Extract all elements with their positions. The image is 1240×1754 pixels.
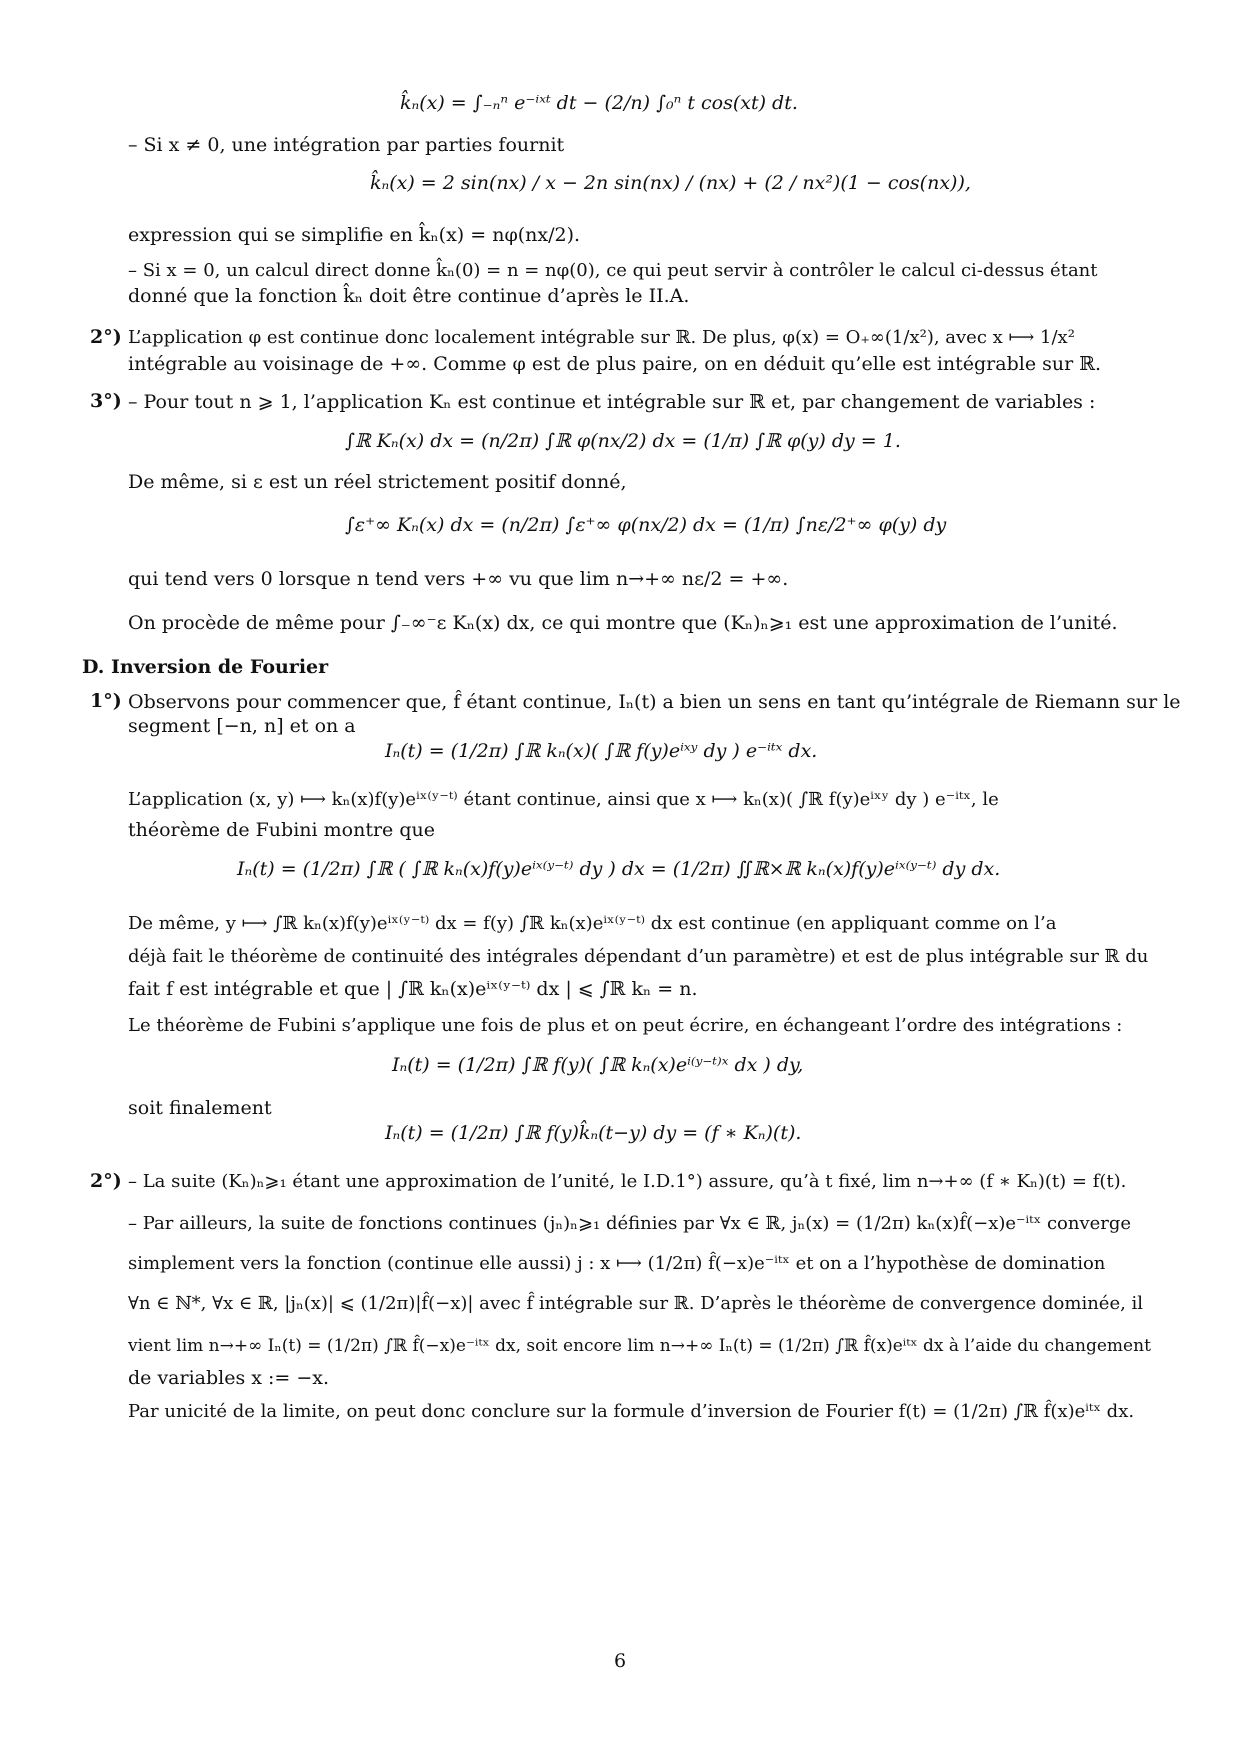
text-line: On procède de même pour ∫₋∞⁻ε Kₙ(x) dx, ce qui montre que (Kₙ)ₙ⩾₁ est une approximation de l’unité. — [128, 612, 1118, 634]
equation-fubini: Iₙ(t) = (1/2π) ∫ℝ ( ∫ℝ kₙ(x)f(y)eⁱˣ⁽ʸ⁻ᵗ⁾ dy ) dx = (1/2π) ∬ℝ×ℝ kₙ(x)f(y)eⁱˣ⁽ʸ⁻ᵗ⁾ dy dx. — [237, 858, 1001, 880]
equation-In: Iₙ(t) = (1/2π) ∫ℝ kₙ(x)( ∫ℝ f(y)eⁱˣʸ dy ) e⁻ⁱᵗˣ dx. — [385, 740, 818, 762]
text-line: fait f est intégrable et que | ∫ℝ kₙ(x)eⁱˣ⁽ʸ⁻ᵗ⁾ dx | ⩽ ∫ℝ kₙ = n. — [128, 978, 698, 1000]
item-number: 2°) — [90, 326, 122, 348]
text-line: intégrable au voisinage de +∞. Comme φ est de plus paire, on en déduit qu’elle est intégrable sur ℝ. — [128, 353, 1102, 375]
text-line: Le théorème de Fubini s’applique une fois de plus et on peut écrire, en échangeant l’ordre des intégrations : — [128, 1015, 1123, 1036]
text-line: simplement vers la fonction (continue elle aussi) j : x ⟼ (1/2π) f̂(−x)e⁻ⁱᵗˣ et on a l’hypothèse de domination — [128, 1253, 1106, 1274]
text-line: – Si x = 0, un calcul direct donne k̂ₙ(0) = n = nφ(0), ce qui peut servir à contrôler le calcul ci-dessus étant — [128, 260, 1098, 281]
text-line: – La suite (Kₙ)ₙ⩾₁ étant une approximation de l’unité, le I.D.1°) assure, qu’à t fixé, lim n→+∞ (f ∗ Kₙ)(t) = f(t). — [128, 1171, 1127, 1192]
text-line: déjà fait le théorème de continuité des intégrales dépendant d’un paramètre) et est de plus intégrable sur ℝ du — [128, 946, 1149, 967]
text-line: – Si x ≠ 0, une intégration par parties fournit — [128, 134, 565, 156]
text-line: L’application (x, y) ⟼ kₙ(x)f(y)eⁱˣ⁽ʸ⁻ᵗ⁾ étant continue, ainsi que x ⟼ kₙ(x)( ∫ℝ f(y)eⁱˣʸ dy ) e⁻ⁱᵗˣ, le — [128, 789, 999, 810]
text-line: Par unicité de la limite, on peut donc conclure sur la formule d’inversion de Fourier f(t) = (1/2π) ∫ℝ f̂(x)eⁱᵗˣ dx. — [128, 1401, 1135, 1422]
text-line: donné que la fonction k̂ₙ doit être continue d’après le II.A. — [128, 285, 690, 307]
text-line: de variables x := −x. — [128, 1367, 330, 1389]
text-line: ∀n ∈ ℕ*, ∀x ∈ ℝ, |jₙ(x)| ⩽ (1/2π)|f̂(−x)| avec f̂ intégrable sur ℝ. D’après le théorème de convergence dominée, il — [128, 1293, 1144, 1314]
equation-ipp: k̂ₙ(x) = 2 sin(nx) / x − 2n sin(nx) / (nx) + (2 / nx²)(1 − cos(nx)), — [370, 172, 971, 194]
text-line: – Par ailleurs, la suite de fonctions continues (jₙ)ₙ⩾₁ définies par ∀x ∈ ℝ, jₙ(x) = (1/2π) kₙ(x)f̂(−x)e⁻ⁱᵗˣ converge — [128, 1213, 1132, 1234]
text-line: qui tend vers 0 lorsque n tend vers +∞ vu que lim n→+∞ nε/2 = +∞. — [128, 568, 789, 590]
text-line: soit finalement — [128, 1097, 272, 1119]
text-line: De même, y ⟼ ∫ℝ kₙ(x)f(y)eⁱˣ⁽ʸ⁻ᵗ⁾ dx = f(y) ∫ℝ kₙ(x)eⁱˣ⁽ʸ⁻ᵗ⁾ dx est continue (en appliquant comme on l’a — [128, 913, 1057, 934]
text-line: L’application φ est continue donc localement intégrable sur ℝ. De plus, φ(x) = O₊∞(1/x²), avec x ⟼ 1/x² — [128, 327, 1075, 348]
equation-In-final: Iₙ(t) = (1/2π) ∫ℝ f(y)k̂ₙ(t−y) dy = (f ∗ Kₙ)(t). — [385, 1122, 802, 1144]
equation-khat-integral: k̂ₙ(x) = ∫₋ₙⁿ e⁻ⁱˣᵗ dt − (2/n) ∫₀ⁿ t cos(xt) dt. — [400, 92, 798, 114]
text-line: De même, si ε est un réel strictement positif donné, — [128, 471, 627, 493]
equation-integral-kn: ∫ℝ Kₙ(x) dx = (n/2π) ∫ℝ φ(nx/2) dx = (1/π) ∫ℝ φ(y) dy = 1. — [345, 430, 901, 452]
text-line: – Pour tout n ⩾ 1, l’application Kₙ est continue et intégrable sur ℝ et, par changement de variables : — [128, 391, 1096, 413]
text-line: théorème de Fubini montre que — [128, 819, 435, 841]
item-number: 1°) — [90, 690, 122, 712]
section-heading: D. Inversion de Fourier — [82, 656, 329, 678]
text-line: expression qui se simplifie en k̂ₙ(x) = nφ(nx/2). — [128, 224, 581, 246]
equation-tail-integral: ∫ε⁺∞ Kₙ(x) dx = (n/2π) ∫ε⁺∞ φ(nx/2) dx = (1/π) ∫nε/2⁺∞ φ(y) dy — [345, 514, 947, 536]
item-number: 2°) — [90, 1170, 122, 1192]
text-line: vient lim n→+∞ Iₙ(t) = (1/2π) ∫ℝ f̂(−x)e⁻ⁱᵗˣ dx, soit encore lim n→+∞ Iₙ(t) = (1/2π) ∫ℝ f̂(x)eⁱᵗˣ dx à l’aide du changement — [128, 1336, 1151, 1356]
text-line: segment [−n, n] et on a — [128, 715, 356, 737]
text-line: Observons pour commencer que, f̂ étant continue, Iₙ(t) a bien un sens en tant qu’intégrale de Riemann sur le — [128, 691, 1181, 713]
item-number: 3°) — [90, 390, 122, 412]
page-number: 6 — [613, 1650, 627, 1672]
equation-In-exchange: Iₙ(t) = (1/2π) ∫ℝ f(y)( ∫ℝ kₙ(x)eⁱ⁽ʸ⁻ᵗ⁾ˣ dx ) dy, — [392, 1054, 804, 1076]
